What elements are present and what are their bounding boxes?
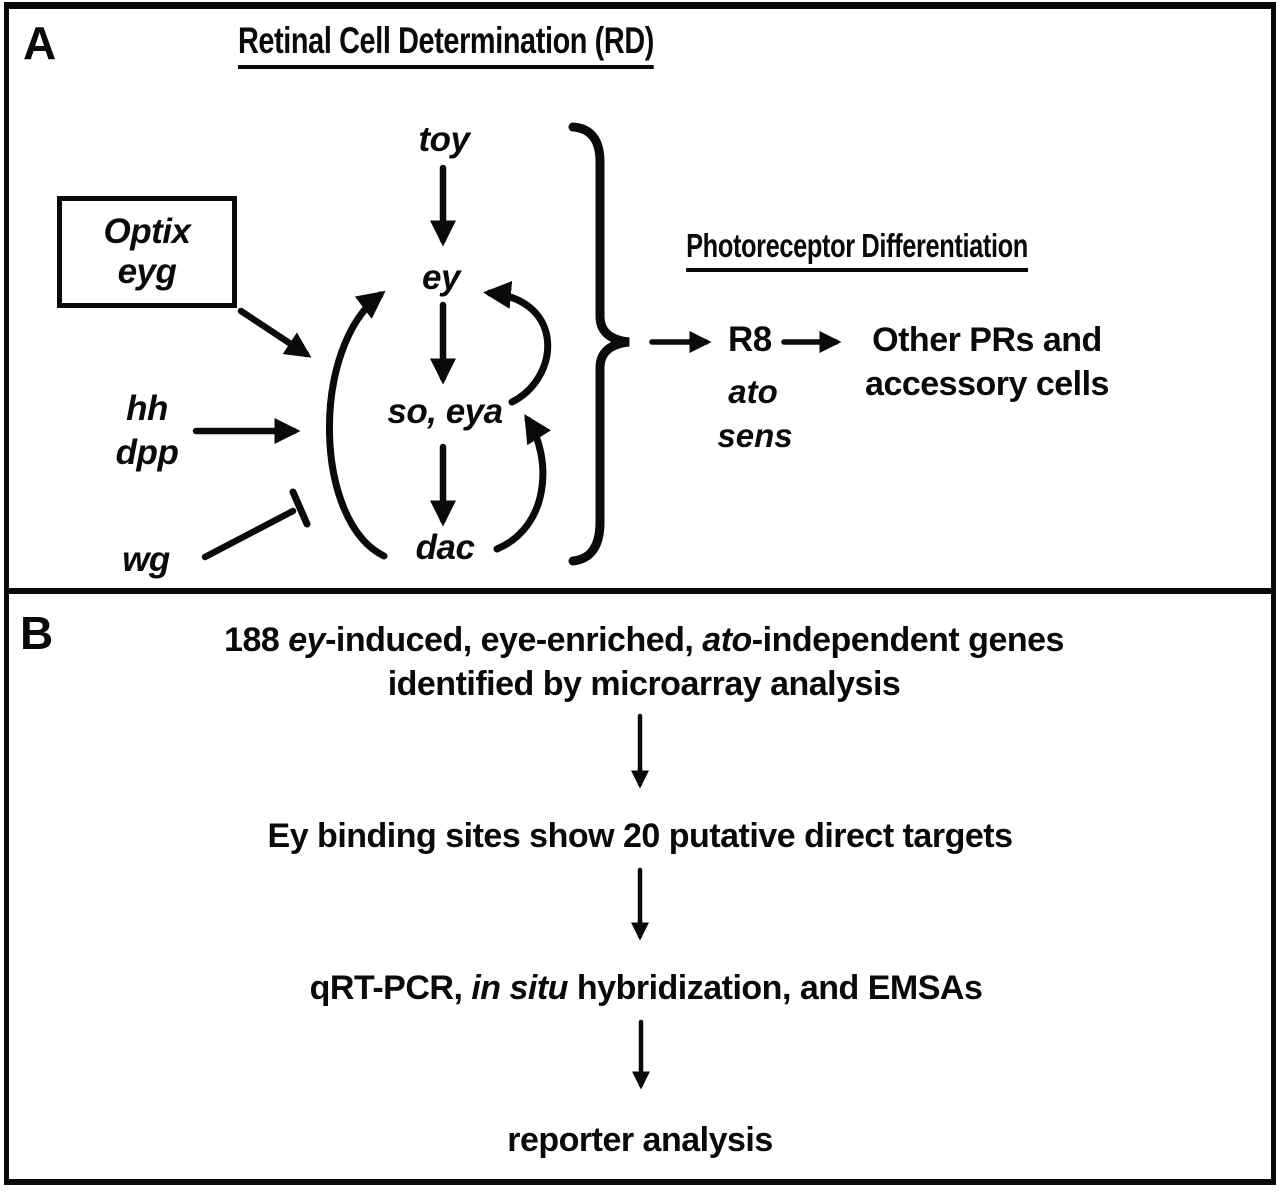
dac-gene: dac [415, 528, 475, 567]
eyg-gene: eyg [117, 252, 177, 291]
toy-gene: toy [418, 120, 470, 159]
step1-ato-gene: ato [702, 621, 752, 659]
photoreceptor-differentiation-title: Photoreceptor Differentiation [686, 227, 1028, 272]
step2-text: Ey binding sites show 20 putative direct targets [267, 817, 1013, 855]
ey-gene: ey [422, 258, 460, 297]
step1-line2: identified by microarray analysis [387, 665, 901, 703]
step1-ey-gene: ey [288, 621, 326, 659]
step1-part5: -independent genes [751, 621, 1064, 659]
so-eya-genes: so, eya [387, 392, 503, 431]
wg-gene: wg [122, 540, 170, 579]
panel-a-label: A [23, 17, 56, 69]
ato-gene: ato [728, 373, 778, 410]
panel-a-title: Retinal Cell Determination (RD) [238, 20, 654, 69]
step3-in-situ: in situ [471, 969, 568, 1007]
step4-text: reporter analysis [507, 1121, 773, 1159]
step3-part1: qRT-PCR, [309, 969, 472, 1007]
step1-part3: -induced, eye-enriched, [325, 621, 703, 659]
hh-gene: hh [126, 389, 168, 428]
r8-label: R8 [728, 320, 772, 359]
other-prs-text [865, 318, 1109, 406]
step3-part3: hybridization, and EMSAs [567, 969, 983, 1007]
step1-text [224, 618, 1064, 706]
step1-line1 [224, 618, 1064, 662]
step3-text [310, 966, 983, 1010]
optix-eyg-box [57, 196, 237, 308]
step1-part1: 188 [224, 621, 289, 659]
optix-gene: Optix [103, 212, 191, 251]
dpp-gene: dpp [115, 433, 179, 472]
other-prs-line1: Other PRs and [872, 321, 1102, 359]
sens-gene: sens [717, 417, 793, 454]
panel-b-label: B [20, 607, 53, 659]
other-prs-line2: accessory cells [865, 365, 1109, 403]
